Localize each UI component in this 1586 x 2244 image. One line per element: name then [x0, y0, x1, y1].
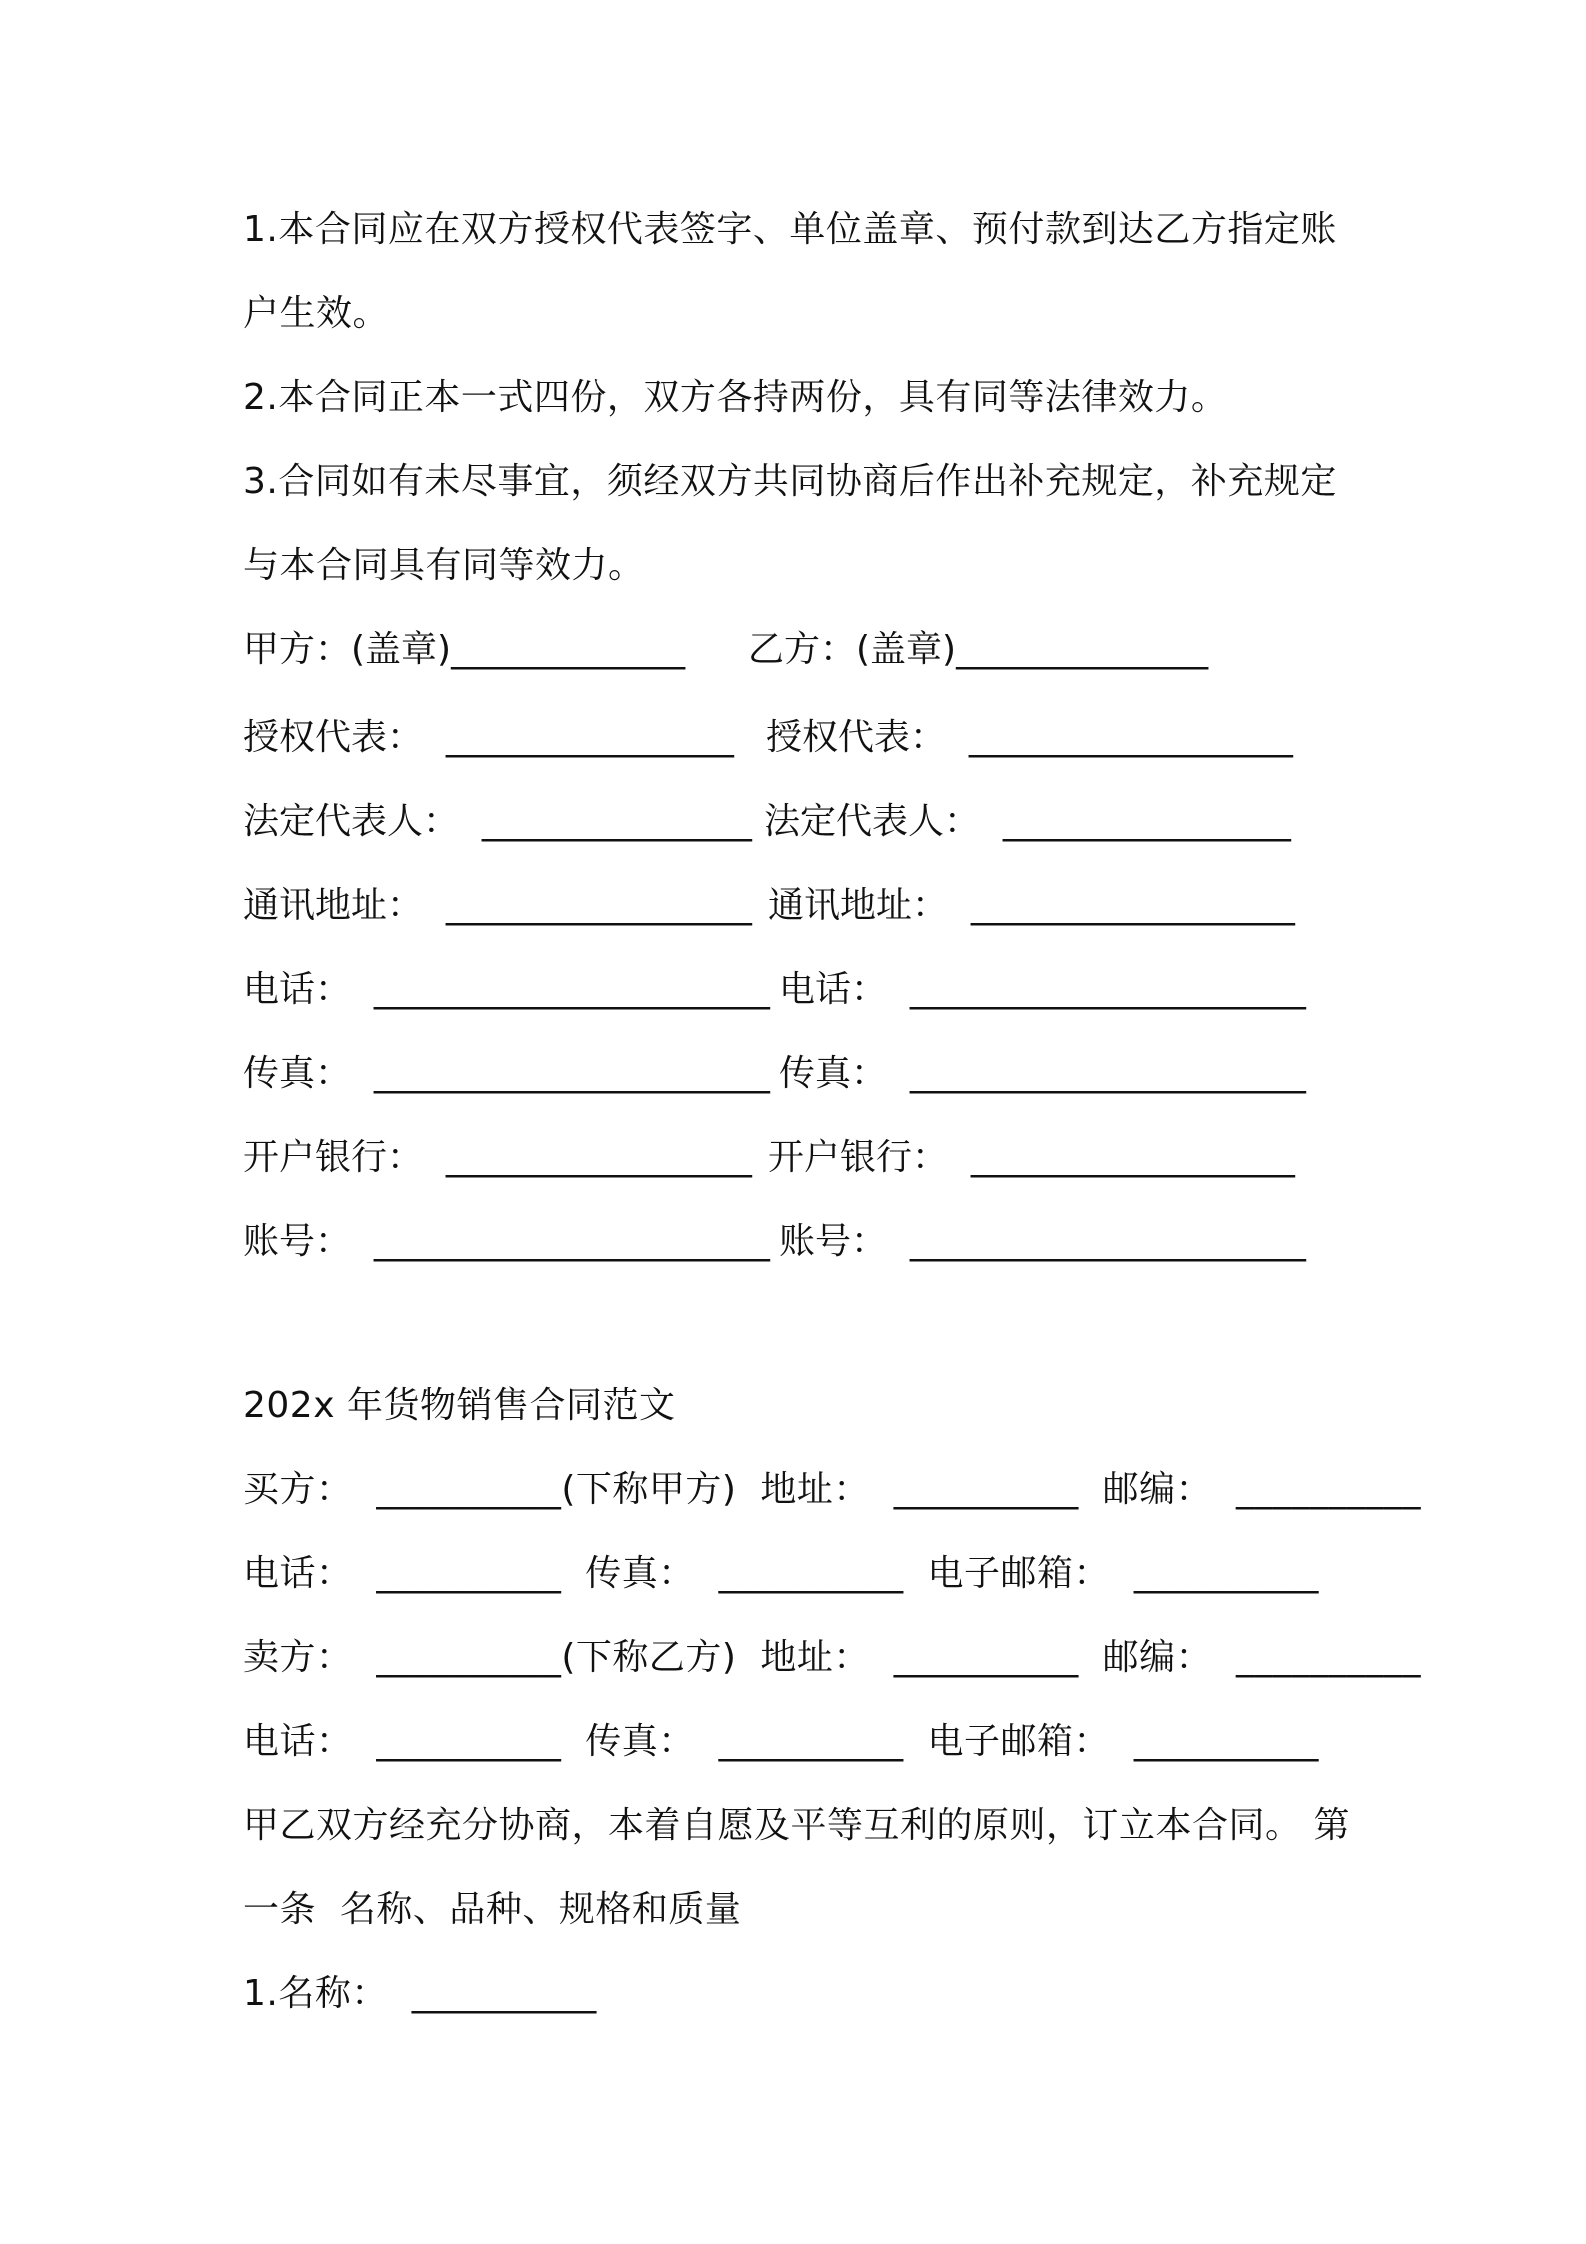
- item-name-field: 1.名称： __________: [243, 1973, 597, 2014]
- clause-1-line-2: 户生效。: [243, 293, 390, 334]
- party-b-authorized-rep-field: 授权代表： __________________: [766, 717, 1293, 758]
- buyer-info-line: 买方： __________(下称甲方) 地址： __________ 邮编： __________: [243, 1469, 1422, 1510]
- contract-title: 202x 年货物销售合同范文: [243, 1385, 676, 1426]
- party-a-account-field: 账号： ______________________: [243, 1221, 770, 1262]
- party-b-account-field: 账号： ______________________: [779, 1221, 1306, 1262]
- party-a-legal-rep-field: 法定代表人： _______________: [243, 801, 752, 842]
- seller-info-line: 卖方： __________(下称乙方) 地址： __________ 邮编： __________: [243, 1637, 1422, 1678]
- party-a-authorized-rep-field: 授权代表： ________________: [243, 717, 734, 758]
- party-b-seal-field: 乙方：(盖章)______________: [748, 629, 1209, 670]
- clause-2: 2.本合同正本一式四份，双方各持两份，具有同等法律效力。: [243, 377, 1228, 418]
- clause-1-line-1: 1.本合同应在双方授权代表签字、单位盖章、预付款到达乙方指定账: [243, 209, 1337, 250]
- preamble-line-2: 一条 名称、品种、规格和质量: [243, 1889, 742, 1930]
- seller-contact-line: 电话： __________ 传真： __________ 电子邮箱： __________: [243, 1721, 1319, 1762]
- clause-3-line-2: 与本合同具有同等效力。: [243, 545, 645, 586]
- party-a-fax-field: 传真： ______________________: [243, 1053, 770, 1094]
- clause-3-line-1: 3.合同如有未尽事宜，须经双方共同协商后作出补充规定，补充规定: [243, 461, 1337, 502]
- preamble-line-1: 甲乙双方经充分协商，本着自愿及平等互利的原则，订立本合同。 第: [243, 1805, 1350, 1846]
- party-b-legal-rep-field: 法定代表人： ________________: [764, 801, 1291, 842]
- party-b-phone-field: 电话： ______________________: [779, 969, 1306, 1010]
- party-b-fax-field: 传真： ______________________: [779, 1053, 1306, 1094]
- party-b-address-field: 通讯地址： __________________: [768, 885, 1295, 926]
- buyer-contact-line: 电话： __________ 传真： __________ 电子邮箱： __________: [243, 1553, 1319, 1594]
- party-a-bank-field: 开户银行： _________________: [243, 1137, 752, 1178]
- party-b-bank-field: 开户银行： __________________: [768, 1137, 1295, 1178]
- party-a-phone-field: 电话： ______________________: [243, 969, 770, 1010]
- party-a-address-field: 通讯地址： _________________: [243, 885, 752, 926]
- party-a-seal-field: 甲方：(盖章)_____________: [243, 629, 686, 670]
